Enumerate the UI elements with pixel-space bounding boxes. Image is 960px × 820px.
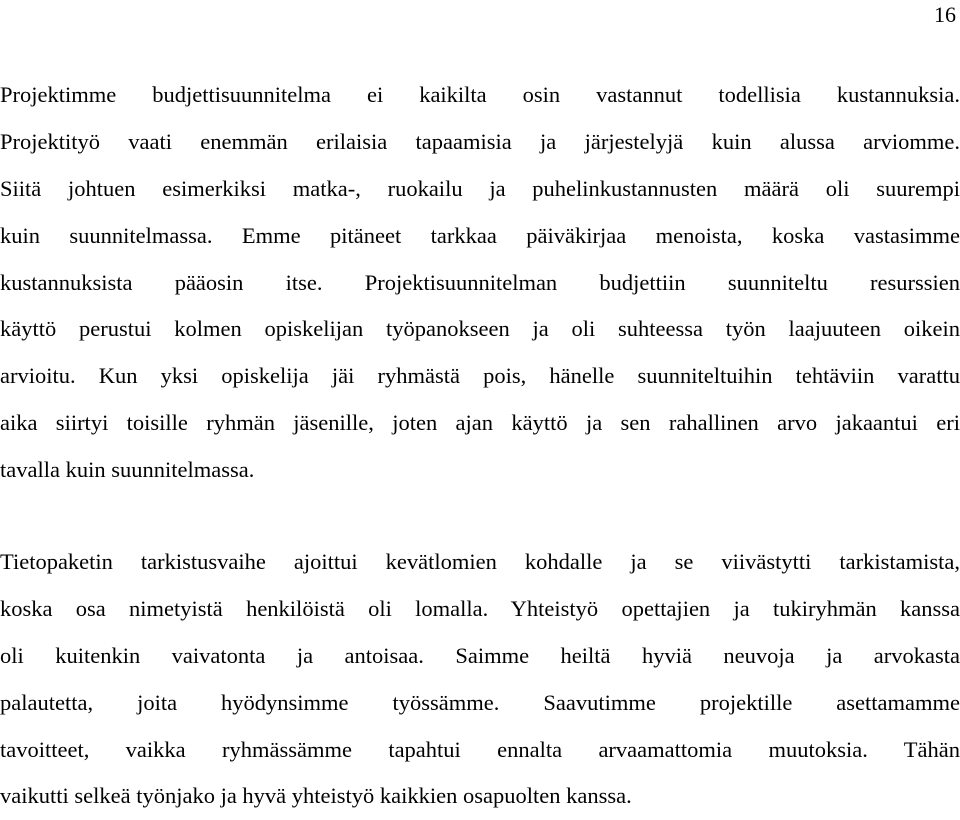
text-line: koska osa nimetyistä henkilöistä oli lomalla. Yhteistyö opettajien ja tukiryhmän kanssa (0, 595, 960, 621)
text-line: aika siirtyi toisille ryhmän jäsenille, joten ajan käyttö ja sen rahallinen arvo jakaantui eri (0, 410, 960, 436)
text-line: kuin suunnitelmassa. Emme pitäneet tarkkaa päiväkirjaa menoista, koska vastasimme (0, 222, 960, 248)
text-line: kustannuksista pääosin itse. Projektisuunnitelman budjettiin suunniteltu resurssien (0, 269, 960, 295)
paragraph-review (0, 539, 960, 820)
text-line: Siitä johtuen esimerkiksi matka-, ruokailu ja puhelinkustannusten määrä oli suurempi (0, 175, 960, 201)
text-line: vaikutti selkeä työnjako ja hyvä yhteistyö kaikkien osapuolten kanssa. (0, 783, 632, 809)
text-line: palautetta, joita hyödynsimme työssämme. Saavutimme projektille asettamamme (0, 689, 960, 715)
text-line: tavalla kuin suunnitelmassa. (0, 457, 255, 483)
text-line: käyttö perustui kolmen opiskelijan työpanokseen ja oli suhteessa työn laajuuteen oikein (0, 316, 960, 342)
page-number: 16 (934, 2, 956, 27)
text-line: tavoitteet, vaikka ryhmässämme tapahtui ennalta arvaamattomia muutoksia. Tähän (0, 736, 960, 762)
paragraph-budget (0, 72, 960, 494)
text-line: Projektityö vaati enemmän erilaisia tapaamisia ja järjestelyjä kuin alussa arviomme. (0, 128, 960, 154)
text-line: arvioitu. Kun yksi opiskelija jäi ryhmästä pois, hänelle suunniteltuihin tehtäviin varattu (0, 363, 960, 389)
text-line: Projektimme budjettisuunnitelma ei kaikilta osin vastannut todellisia kustannuksia. (0, 82, 960, 107)
text-line: oli kuitenkin vaivatonta ja antoisaa. Saimme heiltä hyviä neuvoja ja arvokasta (0, 642, 960, 668)
text-line: Tietopaketin tarkistusvaihe ajoittui kevätlomien kohdalle ja se viivästytti tarkistamista, (0, 549, 960, 574)
